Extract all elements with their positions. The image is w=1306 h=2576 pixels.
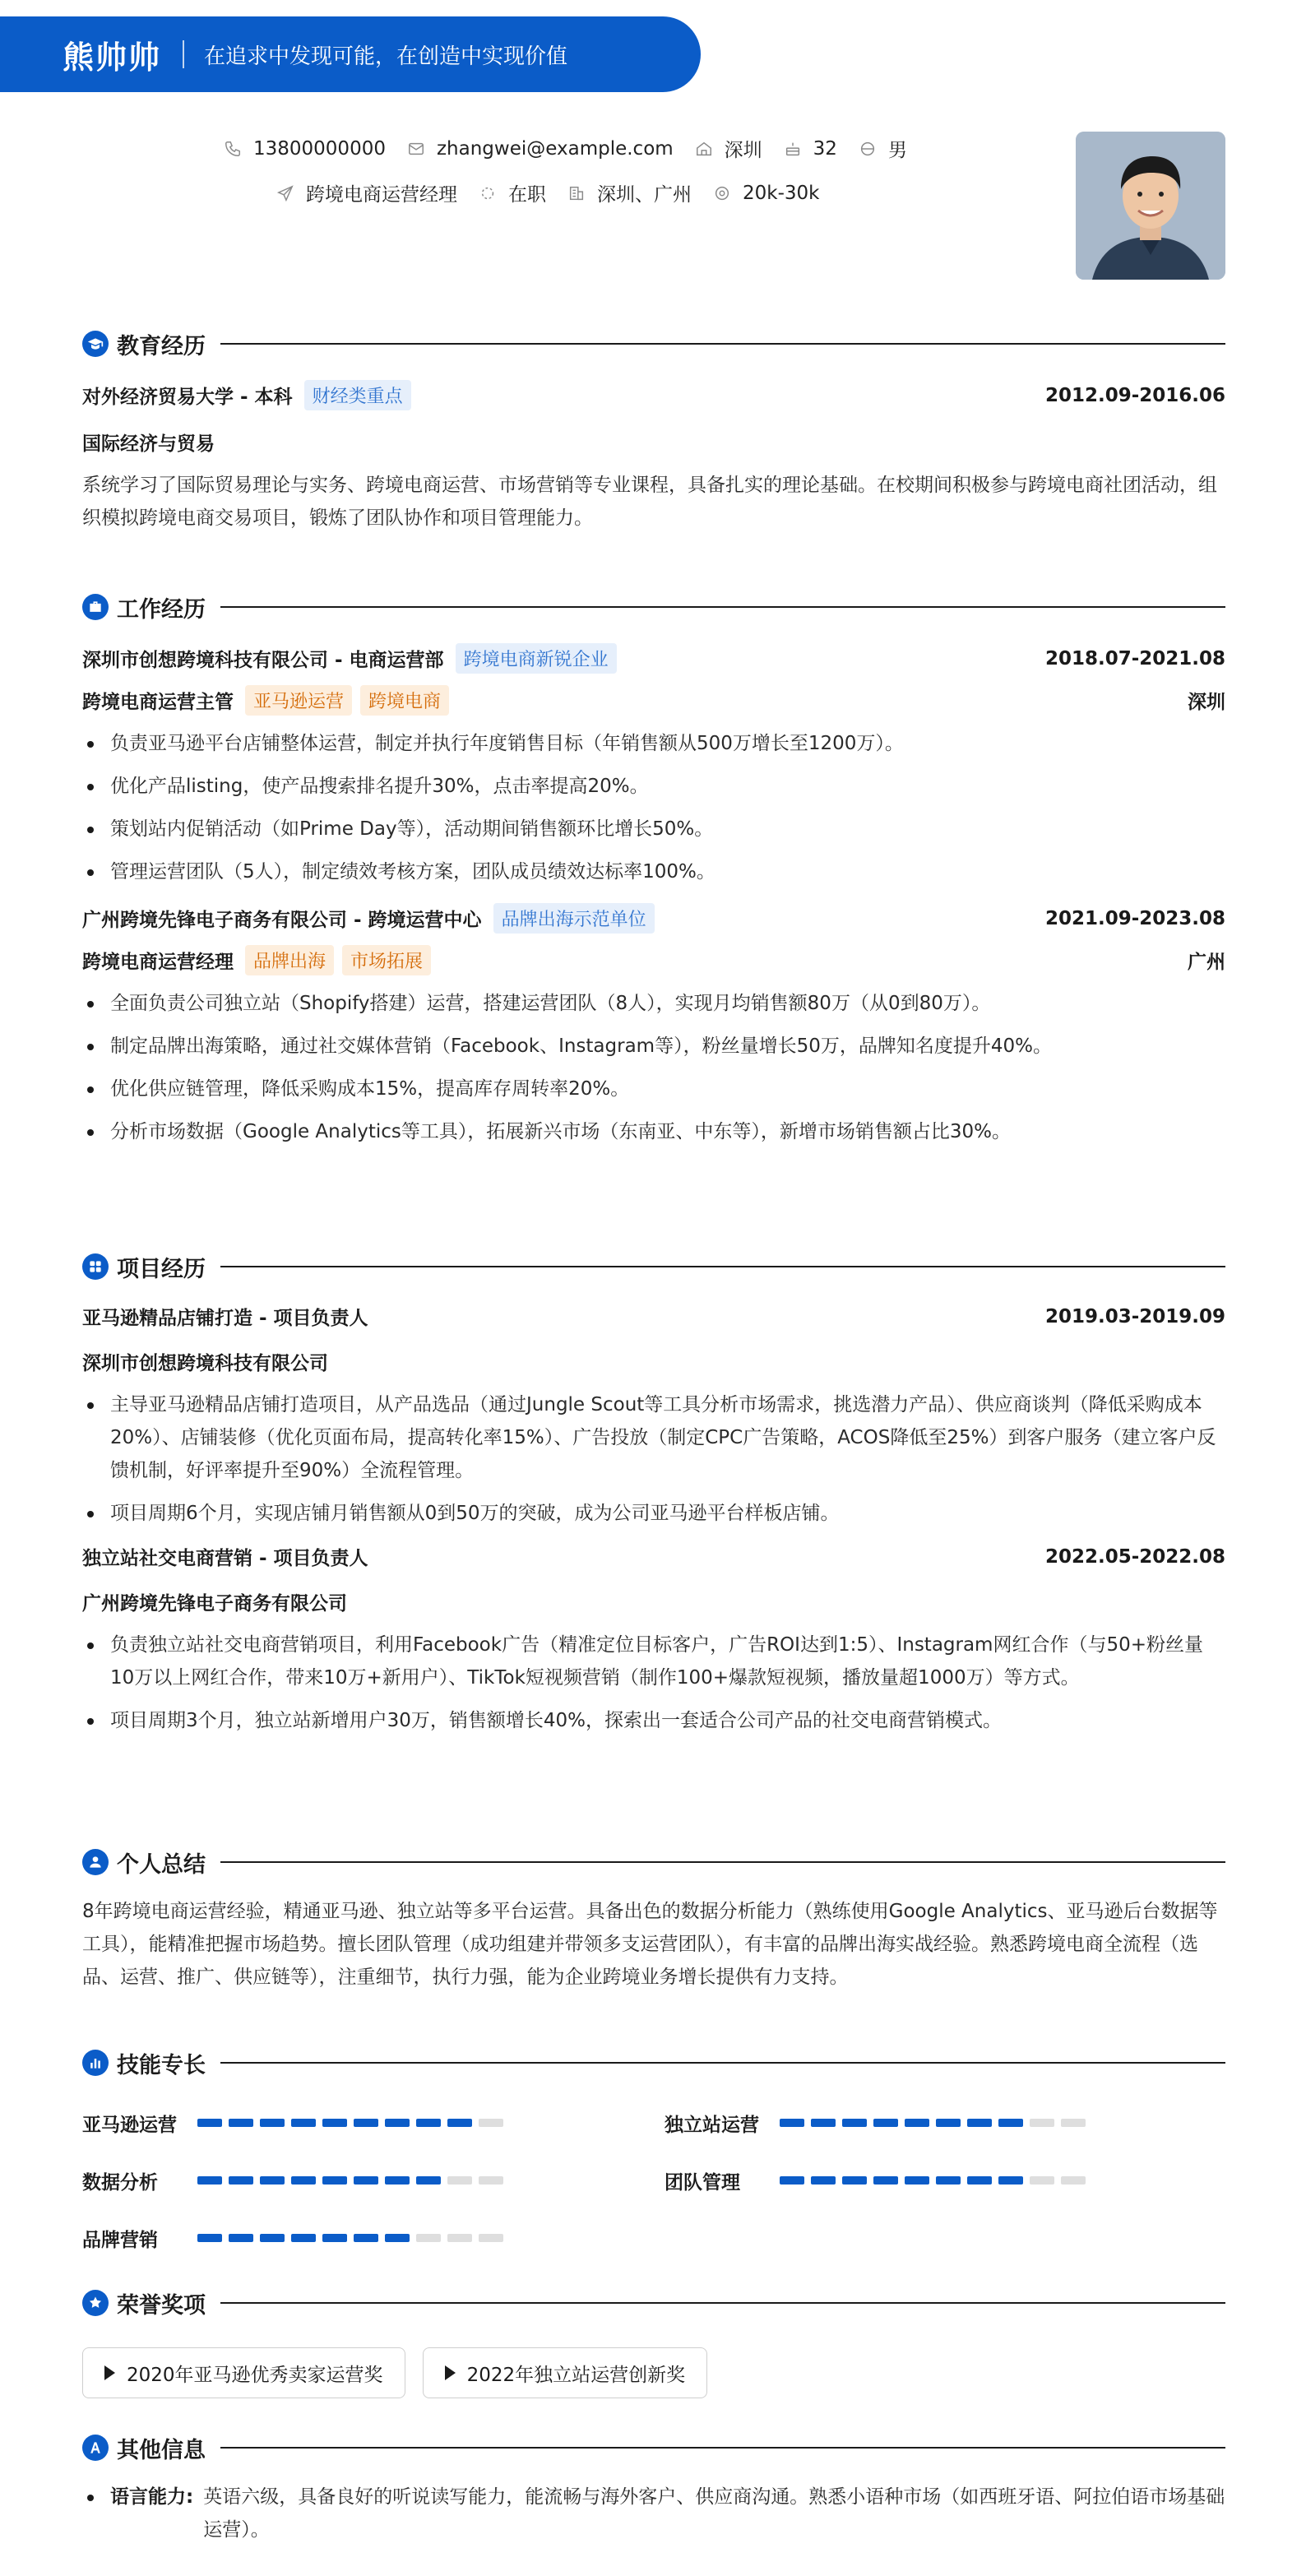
home-icon (695, 140, 713, 158)
skill-tag: 市场拓展 (342, 945, 431, 975)
contact-gender: 男 (859, 135, 907, 162)
job-city: 广州 (1188, 952, 1225, 973)
user-icon (82, 1849, 109, 1875)
skill-level-segment (1061, 2119, 1086, 2127)
skill-level-segment (842, 2119, 867, 2127)
skill-level-segment (197, 2234, 222, 2242)
bar-chart-icon (82, 2050, 109, 2076)
job-status: 在职 (479, 179, 546, 206)
skill-item (665, 2110, 1225, 2135)
skill-name: 品牌营销 (82, 2229, 158, 2251)
skill-level-bar (780, 2176, 1092, 2185)
skill-level-segment (260, 2176, 285, 2185)
skill-level-segment (873, 2176, 898, 2185)
award-chip: 2022年独立站运营创新奖 (423, 2347, 708, 2398)
list-item: 优化供应链管理，降低采购成本15%，提高库存周转率20%。 (82, 1073, 1225, 1105)
skill-level-segment (322, 2176, 347, 2185)
skill-level-segment (967, 2119, 992, 2127)
skill-level-segment (229, 2234, 253, 2242)
project-date: 2022.05-2022.08 (1044, 1545, 1225, 1568)
other-header (82, 2431, 1225, 2464)
list-item: 制定品牌出海策略，通过社交媒体营销（Facebook、Instagram等），粉丝量增长50万，品牌知名度提升40%。 (82, 1030, 1225, 1063)
skill-level-segment (385, 2119, 410, 2127)
skill-level-segment (1061, 2176, 1086, 2185)
name-banner (0, 16, 701, 92)
status-icon (479, 184, 497, 202)
mail-icon (407, 140, 425, 158)
banner-divider (183, 40, 184, 68)
skill-level-bar (780, 2119, 1092, 2127)
other-text: 英语六级，具备良好的听说读写能力，能流畅与海外客户、供应商沟通。熟悉小语种市场（如西班牙语、阿拉伯语市场基础运营）。 (203, 2486, 1225, 2541)
work-section (82, 591, 1225, 1158)
skill-level-segment (416, 2234, 441, 2242)
skill-item (82, 2226, 665, 2250)
section-title: 教育经历 (117, 333, 206, 359)
skill-level-segment (479, 2176, 503, 2185)
summary-section (82, 1846, 1225, 1994)
skill-tag: 亚马逊运营 (245, 685, 352, 716)
skill-name: 独立站运营 (665, 2114, 759, 2136)
job-entry (82, 903, 1225, 1148)
list-item: 管理运营团队（5人），制定绩效考核方案，团队成员绩效达标率100%。 (82, 855, 1225, 888)
job-entry (82, 643, 1225, 888)
skill-level-segment (842, 2176, 867, 2185)
list-item: 分析市场数据（Google Analytics等工具），拓展新兴市场（东南亚、中东等），新增市场销售额占比30%。 (82, 1115, 1225, 1148)
profile-photo (1076, 132, 1225, 280)
contact-row (224, 135, 929, 162)
section-divider (220, 2447, 1225, 2449)
skill-name: 团队管理 (665, 2171, 740, 2194)
project-name: 独立站社交电商营销 - 项目负责人 (82, 1548, 368, 1569)
skill-level-bar (197, 2119, 510, 2127)
skill-level-segment (936, 2176, 961, 2185)
skill-level-segment (416, 2176, 441, 2185)
graduation-cap-icon (82, 331, 109, 357)
school-name: 对外经济贸易大学 - 本科 财经类重点 (82, 380, 411, 410)
project-entry (82, 1543, 1225, 1737)
skill-level-segment (998, 2176, 1023, 2185)
company-name: 广州跨境先锋电子商务有限公司 - 跨境运营中心 品牌出海示范单位 (82, 903, 655, 934)
skill-level-segment (873, 2119, 898, 2127)
list-item: 负责亚马逊平台店铺整体运营，制定并执行年度销售目标（年销售额从500万增长至1200万）。 (82, 727, 1225, 760)
section-divider (220, 606, 1225, 608)
list-item (82, 2481, 1225, 2546)
contact-age: 32 (784, 138, 837, 160)
skill-item (82, 2110, 665, 2135)
building-icon (567, 184, 586, 202)
education-section (82, 327, 1225, 535)
awards-list (82, 2347, 1225, 2398)
skill-level-segment (354, 2176, 378, 2185)
target-city: 深圳、广州 (567, 179, 692, 206)
phone-icon (224, 140, 242, 158)
project-bullets (82, 1388, 1225, 1530)
skill-level-segment (385, 2234, 410, 2242)
skill-name: 数据分析 (82, 2171, 158, 2194)
section-divider (220, 343, 1225, 345)
skill-level-segment (229, 2176, 253, 2185)
skill-level-segment (1030, 2176, 1054, 2185)
job-city: 深圳 (1188, 692, 1225, 713)
work-header (82, 591, 1225, 623)
briefcase-icon (82, 594, 109, 620)
education-description: 系统学习了国际贸易理论与实务、跨境电商运营、市场营销等专业课程，具备扎实的理论基础。在校期间积极参与跨境电商社团活动，组织模拟跨境电商交易项目，锻炼了团队协作和项目管理能力。 (82, 475, 1217, 529)
job-bullets (82, 727, 1225, 888)
money-icon (713, 184, 731, 202)
section-divider (220, 2062, 1225, 2064)
skill-level-segment (197, 2119, 222, 2127)
contact-phone: 13800000000 (224, 138, 386, 160)
project-entry (82, 1303, 1225, 1530)
skill-level-segment (905, 2119, 929, 2127)
section-title: 荣誉奖项 (117, 2292, 206, 2319)
skill-level-segment (479, 2234, 503, 2242)
company-name: 深圳市创想跨境科技有限公司 - 电商运营部 跨境电商新锐企业 (82, 643, 617, 674)
project-date: 2019.03-2019.09 (1044, 1305, 1225, 1327)
project-bullets (82, 1629, 1225, 1737)
list-item: 项目周期3个月，独立站新增用户30万，销售额增长40%，探索出一套适合公司产品的社交电商营销模式。 (82, 1704, 1225, 1737)
section-divider (220, 1861, 1225, 1863)
contact-email: zhangwei@example.com (407, 138, 674, 160)
job-bullets (82, 987, 1225, 1148)
list-item: 项目周期6个月，实现店铺月销售额从0到50万的突破，成为公司亚马逊平台样板店铺。 (82, 1497, 1225, 1530)
projects-header (82, 1250, 1225, 1283)
skill-name: 亚马逊运营 (82, 2114, 177, 2136)
skill-level-segment (291, 2234, 316, 2242)
skill-level-segment (811, 2119, 836, 2127)
candidate-motto: 在追求中发现可能，在创造中实现价值 (204, 44, 568, 69)
company-tag: 跨境电商新锐企业 (456, 643, 617, 674)
job-intent-row (276, 179, 841, 206)
medal-icon (82, 2290, 109, 2316)
skill-level-segment (416, 2119, 441, 2127)
skill-level-segment (1030, 2119, 1054, 2127)
skill-item (665, 2168, 1225, 2193)
education-date: 2012.09-2016.06 (1044, 384, 1225, 406)
projects-section (82, 1250, 1225, 1747)
section-title: 工作经历 (117, 596, 206, 623)
skill-level-segment (479, 2119, 503, 2127)
summary-text: 8年跨境电商运营经验，精通亚马逊、独立站等多平台运营。具备出色的数据分析能力（熟练使用Google Analytics、亚马逊后台数据等工具），能精准把握市场趋势。擅长团队管理（成功组建并带领多支运营团队），有丰富的品牌出海实战经验。熟悉跨境电商全流程（选品、运营、推广、供应链等），注重细节，执行力强，能为企业跨境业务增长提供有力支持。 (82, 1901, 1218, 1988)
job-date: 2021.09-2023.08 (1044, 907, 1225, 929)
play-icon (445, 2365, 456, 2380)
skill-level-segment (291, 2176, 316, 2185)
job-title: 跨境电商运营主管 亚马逊运营 跨境电商 (82, 685, 449, 716)
expected-salary: 20k-30k (713, 183, 819, 204)
award-chip: 2020年亚马逊优秀卖家运营奖 (82, 2347, 405, 2398)
list-item: 优化产品listing，使产品搜索排名提升30%，点击率提高20%。 (82, 770, 1225, 803)
skill-item (82, 2168, 665, 2193)
skill-level-segment (354, 2234, 378, 2242)
skill-level-segment (354, 2119, 378, 2127)
list-item: 策划站内促销活动（如Prime Day等），活动期间销售额环比增长50%。 (82, 813, 1225, 846)
skill-level-bar (197, 2234, 510, 2242)
skill-level-segment (229, 2119, 253, 2127)
skill-level-segment (260, 2234, 285, 2242)
job-title: 跨境电商运营经理 品牌出海 市场拓展 (82, 945, 431, 975)
list-item: 全面负责公司独立站（Shopify搭建）运营，搭建运营团队（8人），实现月均销售额80万（从0到80万）。 (82, 987, 1225, 1020)
other-bullets (82, 2481, 1225, 2546)
skill-level-segment (322, 2119, 347, 2127)
skill-level-segment (811, 2176, 836, 2185)
project-company: 深圳市创想跨境科技有限公司 (82, 1353, 328, 1374)
project-company: 广州跨境先锋电子商务有限公司 (82, 1593, 347, 1615)
skill-level-bar (197, 2176, 510, 2185)
skill-level-segment (260, 2119, 285, 2127)
skill-level-segment (905, 2176, 929, 2185)
skill-level-segment (936, 2119, 961, 2127)
skill-level-segment (322, 2234, 347, 2242)
awards-header (82, 2286, 1225, 2319)
job-date: 2018.07-2021.08 (1044, 647, 1225, 669)
section-divider (220, 1266, 1225, 1267)
skill-level-segment (447, 2234, 472, 2242)
education-header (82, 327, 1225, 360)
awards-section (82, 2286, 1225, 2398)
section-title: 项目经历 (117, 1256, 206, 1282)
cake-icon (784, 140, 802, 158)
target-job: 跨境电商运营经理 (276, 179, 457, 206)
major: 国际经济与贸易 (82, 433, 215, 455)
info-a-icon (82, 2435, 109, 2461)
section-title: 其他信息 (117, 2437, 206, 2463)
skill-level-segment (447, 2176, 472, 2185)
contact-city: 深圳 (695, 135, 762, 162)
summary-header (82, 1846, 1225, 1879)
section-divider (220, 2302, 1225, 2304)
gender-icon (859, 140, 877, 158)
skill-level-segment (967, 2176, 992, 2185)
project-name: 亚马逊精品店铺打造 - 项目负责人 (82, 1308, 368, 1329)
skill-level-segment (780, 2119, 804, 2127)
play-icon (104, 2365, 115, 2380)
skills-grid (82, 2110, 1225, 2250)
company-tag: 品牌出海示范单位 (493, 903, 655, 934)
grid-icon (82, 1253, 109, 1280)
skill-level-segment (385, 2176, 410, 2185)
candidate-name: 熊帅帅 (63, 39, 162, 76)
other-label: 语言能力: (110, 2486, 194, 2508)
section-title: 个人总结 (117, 1851, 206, 1878)
list-item: 负责独立站社交电商营销项目，利用Facebook广告（精准定位目标客户，广告ROI达到1:5）、Instagram网红合作（与50+粉丝量10万以上网红合作，带来10万+新用户）、TikTok短视频营销（制作100+爆款短视频，播放量超1000万）等方式。 (82, 1629, 1225, 1694)
section-title: 技能专长 (117, 2052, 206, 2078)
skill-level-segment (197, 2176, 222, 2185)
other-section (82, 2431, 1225, 2556)
list-item: 主导亚马逊精品店铺打造项目，从产品选品（通过Jungle Scout等工具分析市场需求，挑选潜力产品）、供应商谈判（降低采购成本20%）、店铺装修（优化页面布局，提高转化率15%）、广告投放（制定CPC广告策略，ACOS降低至25%）到客户服务（建立客户反馈机制，好评率提升至90%）全流程管理。 (82, 1388, 1225, 1487)
skill-tag: 品牌出海 (245, 945, 334, 975)
skills-header (82, 2046, 1225, 2079)
skill-level-segment (447, 2119, 472, 2127)
skill-level-segment (780, 2176, 804, 2185)
school-tag: 财经类重点 (304, 380, 411, 410)
send-icon (276, 184, 294, 202)
skill-level-segment (291, 2119, 316, 2127)
skill-level-segment (998, 2119, 1023, 2127)
skill-tag: 跨境电商 (360, 685, 449, 716)
skills-section (82, 2046, 1225, 2250)
